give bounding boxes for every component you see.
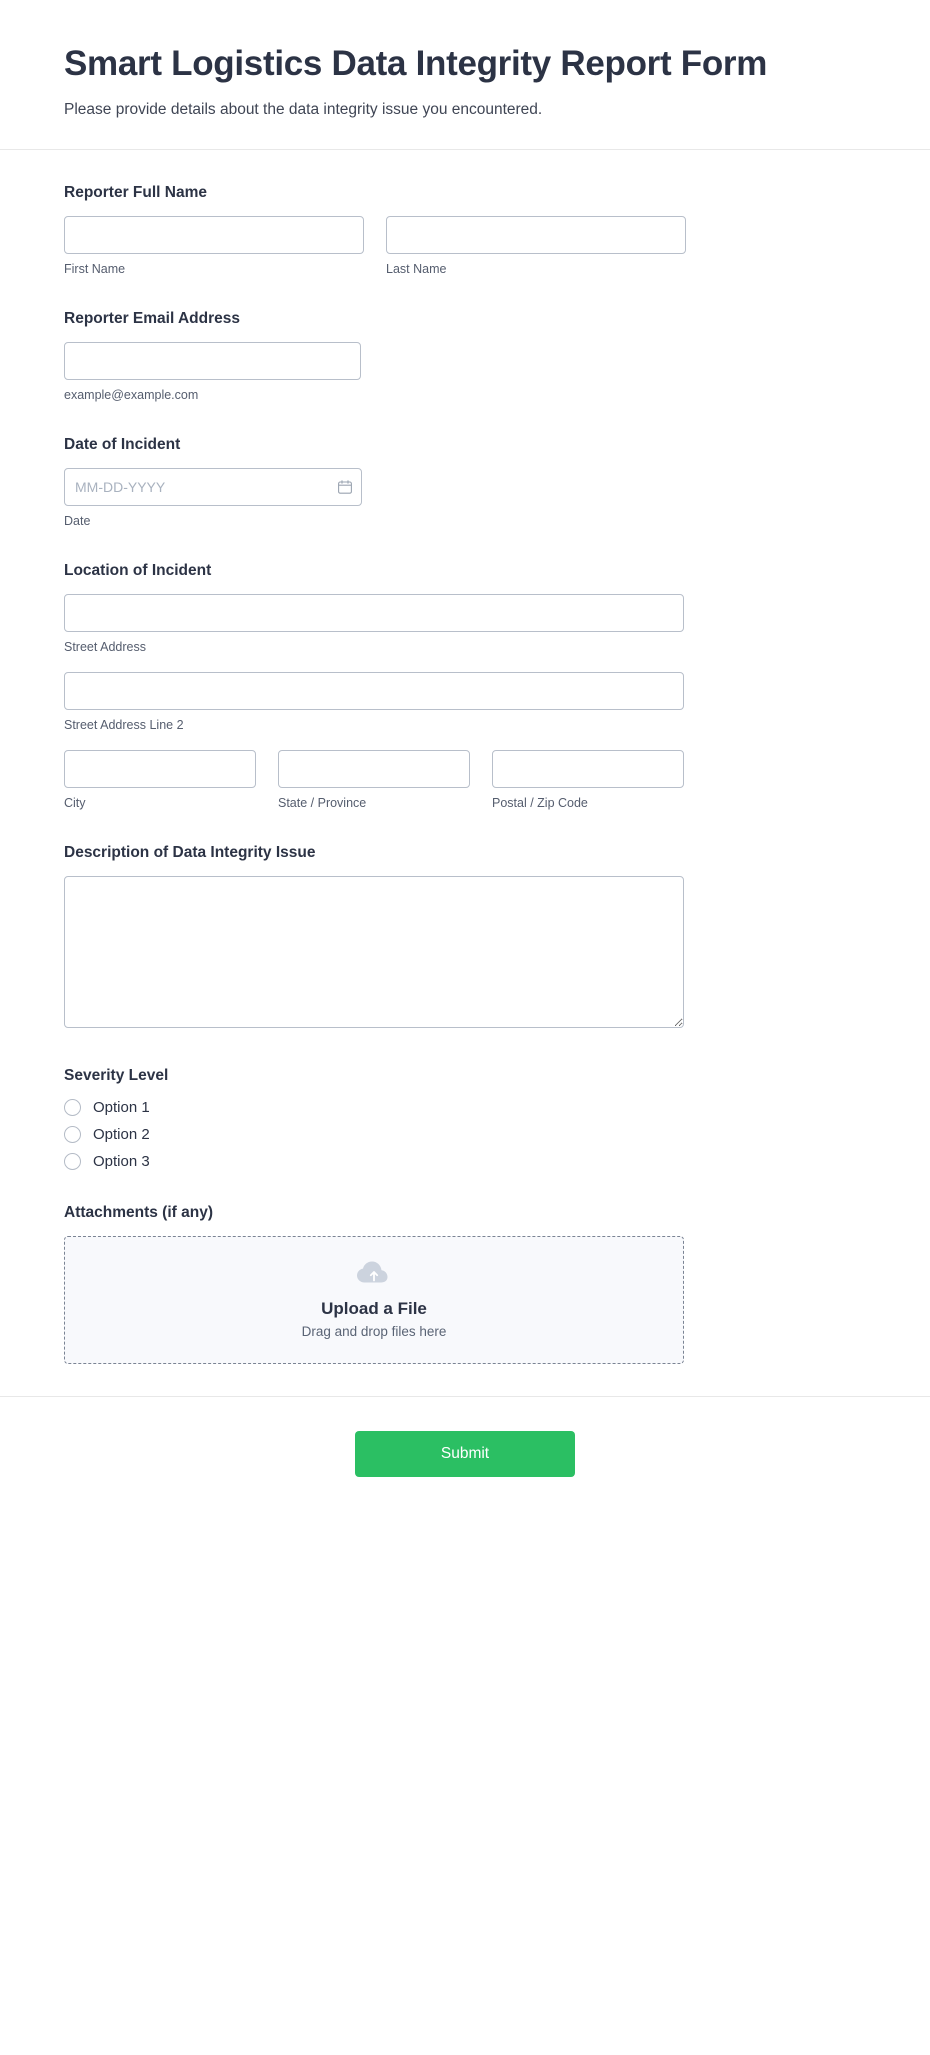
radio-option-3-label: Option 3	[93, 1152, 150, 1170]
radio-option-1[interactable]	[64, 1099, 866, 1116]
upload-hint: Drag and drop files here	[301, 1324, 447, 1340]
zip-input[interactable]	[492, 750, 684, 788]
severity-label: Severity Level	[64, 1066, 169, 1084]
first-name-sublabel: First Name	[64, 261, 126, 276]
cloud-upload-icon	[355, 1260, 393, 1291]
radio-option-2-label: Option 2	[93, 1125, 150, 1143]
upload-title: Upload a File	[321, 1299, 427, 1319]
radio-icon[interactable]	[64, 1153, 81, 1170]
description-label: Description of Data Integrity Issue	[64, 843, 316, 861]
reporter-email-label: Reporter Email Address	[64, 309, 241, 327]
email-sublabel: example@example.com	[64, 387, 199, 402]
field-reporter-email	[64, 310, 866, 402]
description-textarea[interactable]	[64, 876, 684, 1028]
street-address-2-group	[64, 672, 684, 732]
last-name-input[interactable]	[386, 216, 686, 254]
street-address-2-sublabel: Street Address Line 2	[64, 717, 184, 732]
state-sublabel: State / Province	[278, 795, 367, 810]
location-label: Location of Incident	[64, 561, 212, 579]
email-field[interactable]	[64, 342, 361, 380]
field-attachments	[64, 1204, 866, 1364]
city-sublabel: City	[64, 795, 86, 810]
incident-date-sublabel: Date	[64, 513, 91, 528]
radio-option-3[interactable]	[64, 1153, 866, 1170]
zip-group	[492, 750, 684, 810]
field-location	[64, 562, 866, 810]
page-title: Smart Logistics Data Integrity Report Form	[64, 44, 768, 83]
street-address-2-input[interactable]	[64, 672, 684, 710]
date-group	[64, 468, 362, 506]
first-name-group	[64, 216, 364, 276]
last-name-group	[386, 216, 686, 276]
attachments-label: Attachments (if any)	[64, 1203, 213, 1221]
file-upload-dropzone[interactable]	[64, 1236, 684, 1364]
first-name-input[interactable]	[64, 216, 364, 254]
city-state-zip-row	[64, 750, 866, 810]
incident-date-label: Date of Incident	[64, 435, 181, 453]
form-body	[0, 150, 930, 1396]
state-input[interactable]	[278, 750, 470, 788]
zip-sublabel: Postal / Zip Code	[492, 795, 588, 810]
field-severity	[64, 1067, 866, 1170]
radio-icon[interactable]	[64, 1126, 81, 1143]
city-input[interactable]	[64, 750, 256, 788]
last-name-sublabel: Last Name	[386, 261, 447, 276]
reporter-name-label: Reporter Full Name	[64, 183, 207, 201]
city-group	[64, 750, 256, 810]
page-subtitle: Please provide details about the data integrity issue you encountered.	[64, 100, 543, 118]
field-incident-date	[64, 436, 866, 528]
email-group	[64, 342, 361, 402]
reporter-name-row	[64, 216, 866, 276]
state-group	[278, 750, 470, 810]
field-reporter-full-name	[64, 184, 866, 276]
form-header	[0, 0, 930, 150]
street-address-group	[64, 594, 684, 654]
field-description	[64, 844, 866, 1033]
form-footer	[0, 1396, 930, 1517]
radio-option-1-label: Option 1	[93, 1098, 150, 1116]
street-address-input[interactable]	[64, 594, 684, 632]
submit-button[interactable]: Submit	[355, 1431, 575, 1477]
incident-date-input[interactable]	[64, 468, 362, 506]
street-address-sublabel: Street Address	[64, 639, 146, 654]
radio-icon[interactable]	[64, 1099, 81, 1116]
radio-option-2[interactable]	[64, 1126, 866, 1143]
